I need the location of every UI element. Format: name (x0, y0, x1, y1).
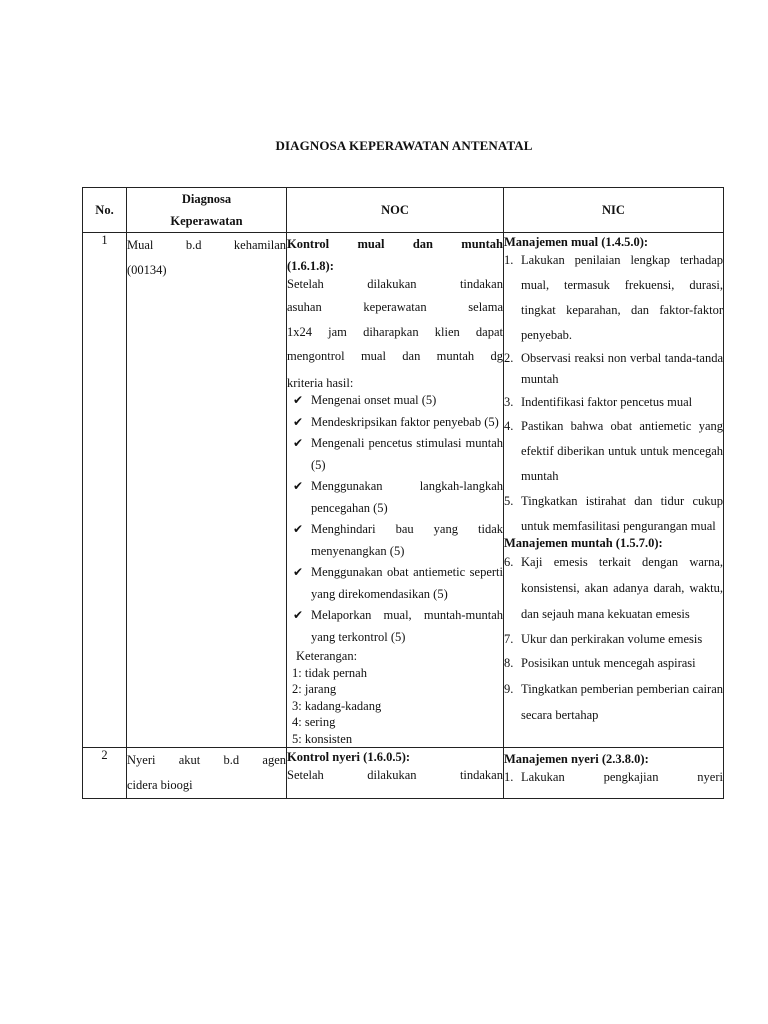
list-item: ✔ Mengenai onset mual (5) (287, 390, 503, 412)
keterangan-item: 4: sering (292, 715, 336, 729)
header-no: No. (83, 188, 127, 233)
noc-intro-line: kriteria hasil: (287, 376, 354, 390)
nic-list-muntah (504, 549, 723, 728)
list-item: ✔ Menggunakan obat antiemetic seperti yang direkomendasikan (5) (287, 562, 503, 605)
header-diagnosa (127, 188, 287, 233)
list-item: ✔ Melaporkan mual, muntah-muntah yang terkontrol (5) (287, 605, 503, 648)
list-item: 7. Ukur dan perkirakan volume emesis (504, 632, 703, 646)
nic-heading-mual: Manajemen mual (1.4.5.0): (504, 235, 649, 249)
table-header-row (83, 188, 724, 233)
header-noc: NOC (287, 188, 504, 233)
row-number: 1 (83, 233, 127, 748)
noc-heading-line2: (1.6.1.8): (287, 259, 334, 273)
list-item: 2. Observasi reaksi non verbal tanda-tanda muntah (504, 351, 723, 386)
checkmark-icon: ✔ (293, 565, 304, 579)
row-number: 2 (83, 748, 127, 799)
list-item: ✔ Menghindari bau yang tidak menyenangkan (5) (287, 519, 503, 562)
checkmark-icon: ✔ (293, 522, 304, 536)
noc-intro-line: Setelah dilakukan tindakan (287, 277, 503, 291)
diagnosa-text-line1: Mual b.d kehamilan (127, 238, 286, 252)
diagnosa-text-line1: Nyeri akut b.d agen (127, 753, 286, 767)
list-item: ✔ Mendeskripsikan faktor penyebab (5) (287, 412, 503, 434)
nic-list-mual (504, 248, 723, 539)
list-item: 8. Posisikan untuk mencegah aspirasi (504, 656, 696, 670)
noc-heading: Kontrol nyeri (1.6.0.5): (287, 750, 411, 764)
nic-list-nyeri (504, 768, 723, 786)
checkmark-icon: ✔ (293, 414, 304, 429)
list-item: 1. Lakukan penilaian lengkap terhadap mual, termasuk frekuensi, durasi, tingkat keparahan, dan faktor-faktor penyebab. (504, 253, 723, 342)
list-item: 4. Pastikan bahwa obat antiemetic yang efektif diberikan untuk untuk mencegah muntah (504, 419, 723, 483)
keterangan-item: 1: tidak pernah (292, 665, 367, 680)
header-nic: NIC (504, 188, 724, 233)
checkmark-icon: ✔ (293, 608, 304, 622)
list-item: 6. Kaji emesis terkait dengan warna, konsistensi, akan adanya darah, waktu, dan sejauh mana kekuatan emesis (504, 555, 723, 621)
noc-intro-line: mengontrol mual dan muntah dg (287, 349, 503, 363)
keterangan-item: 3: kadang-kadang (292, 698, 382, 713)
diagnosa-text-line2: cidera bioogi (127, 778, 193, 792)
nic-cell (504, 233, 724, 748)
nursing-diagnosis-table (82, 187, 724, 799)
noc-intro-line: 1x24 jam diharapkan klien dapat (287, 325, 503, 339)
nic-heading-muntah: Manajemen muntah (1.5.7.0): (504, 536, 663, 550)
list-item: 5. Tingkatkan istirahat dan tidur cukup untuk memfasilitasi pengurangan mual (504, 494, 723, 533)
list-item: 1. Lakukan pengkajian nyeri (504, 770, 723, 784)
noc-heading-line1: Kontrol mual dan muntah (287, 237, 503, 251)
checkmark-icon: ✔ (293, 393, 304, 407)
table-row (83, 748, 724, 799)
document-title: DIAGNOSA KEPERAWATAN ANTENATAL (275, 138, 533, 153)
table-row (83, 233, 724, 748)
nic-heading-nyeri: Manajemen nyeri (2.3.8.0): (504, 752, 649, 766)
noc-intro-line: Setelah dilakukan tindakan (287, 768, 503, 782)
list-item: 9. Tingkatkan pemberian pemberian cairan secara bertahap (504, 682, 723, 722)
diagnosa-cell (127, 748, 287, 799)
header-diagnosa-line1: Diagnosa (181, 192, 232, 206)
keterangan-label: Keterangan: (296, 649, 358, 663)
diagnosa-text-line2: (00134) (127, 263, 167, 277)
noc-criteria-list (287, 390, 503, 648)
diagnosa-cell (127, 233, 287, 748)
nic-cell (504, 748, 724, 799)
list-item: 3. Indentifikasi faktor pencetus mual (504, 395, 693, 409)
list-item: ✔ Menggunakan langkah-langkah pencegahan (5) (287, 476, 503, 519)
noc-cell (287, 748, 504, 799)
list-item: ✔ Mengenali pencetus stimulasi muntah (5) (287, 433, 503, 476)
noc-cell (287, 233, 504, 748)
noc-intro-line: asuhan keperawatan selama (287, 300, 503, 314)
checkmark-icon: ✔ (293, 436, 304, 450)
keterangan-item: 2: jarang (292, 682, 337, 696)
header-diagnosa-line2: Keperawatan (170, 214, 243, 228)
keterangan-item: 5: konsisten (292, 731, 353, 746)
checkmark-icon: ✔ (293, 479, 304, 493)
